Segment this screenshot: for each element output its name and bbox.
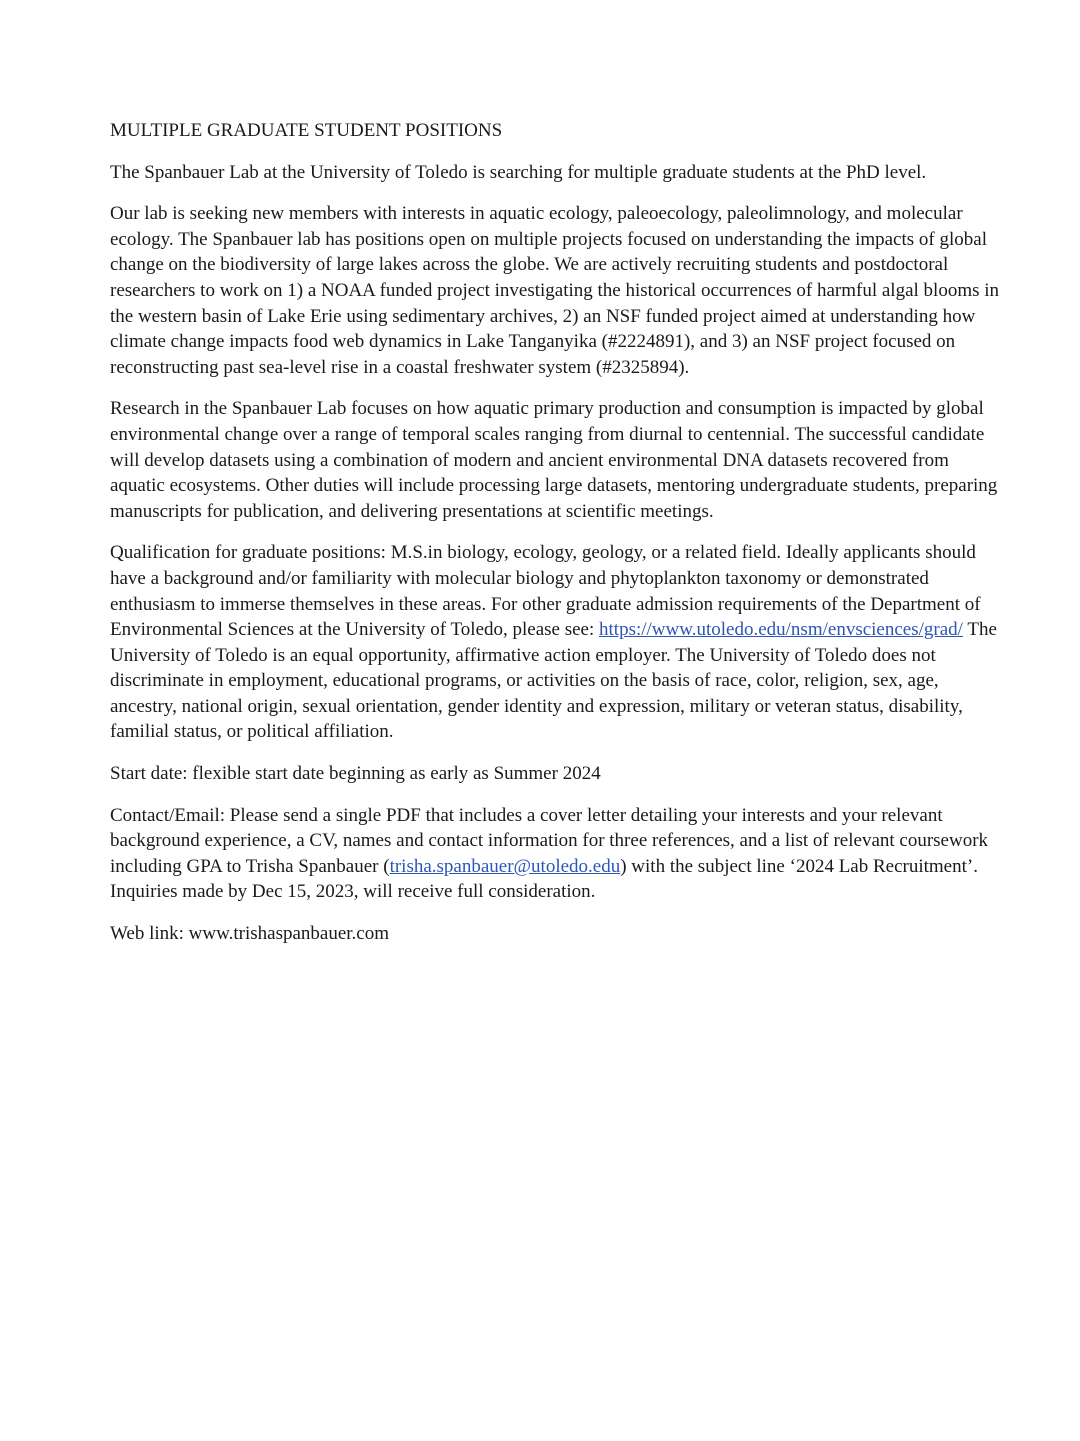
contact-paragraph: [110, 803, 1000, 905]
document-title: MULTIPLE GRADUATE STUDENT POSITIONS: [110, 120, 503, 141]
research-paragraph: Research in the Spanbauer Lab focuses on how aquatic primary production and consumption is impacted by global environmental change over a range of temporal scales ranging from diurnal to centennial. The successful candidate will develop datasets using a combination of modern and ancient environmental DNA datasets recovered from aquatic ecosystems. Other duties will include processing large datasets, mentoring undergraduate students, preparing manuscripts for publication, and delivering presentations at scientific meetings.: [110, 398, 998, 522]
start-date-paragraph: Start date: flexible start date beginning as early as Summer 2024: [110, 763, 601, 785]
qualification-text: Qualification for graduate positions: M.S.in biology, ecology, geology, or a related field. Ideally applicants should have a background and/or familiarity with molecular biology and phytoplankton taxonomy or demonstrated enthusiasm to immerse themselves in these areas. For other graduate admission requirements of the Department of Environmental Sciences at the University of Toledo, please see:: [110, 542, 981, 641]
document-page: [110, 118, 1000, 963]
equal-opportunity-text: The University of Toledo is an equal opportunity, affirmative action employer. The University of Toledo does not discriminate in employment, educational programs, or activities on the basis of race, color, religion, sex, age, ancestry, national origin, sexual orientation, gender identity and expression, military or veteran status, disability, familial status, or political affiliation.: [110, 619, 997, 743]
contact-text: Contact/Email: Please send a single PDF that includes a cover letter detailing your interests and your relevant background experience, a CV, names and contact information for three references, and a list of relevant coursework including GPA to Trisha Spanbauer (: [110, 804, 989, 877]
contact-subject-text: ) with the subject line ‘2024 Lab Recruitment’. Inquiries made by Dec 15, 2023, will receive full consideration.: [110, 855, 978, 903]
intro-paragraph: The Spanbauer Lab at the University of Toledo is searching for multiple graduate students at the PhD level.: [110, 161, 927, 183]
grad-admissions-link[interactable]: https://www.utoledo.edu/nsm/envsciences/grad/: [599, 619, 963, 641]
web-link-paragraph: Web link: www.trishaspanbauer.com: [110, 923, 390, 945]
qualification-paragraph: [110, 540, 1000, 745]
lab-description-paragraph: Our lab is seeking new members with interests in aquatic ecology, paleoecology, paleolimnology, and molecular ecology. The Spanbauer lab has positions open on multiple projects focused on understanding the impacts of global change on the biodiversity of large lakes across the globe. We are actively recruiting students and postdoctoral researchers to work on 1) a NOAA funded project investigating the historical occurrences of harmful algal blooms in the western basin of Lake Erie using sedimentary archives, 2) an NSF funded project aimed at understanding how climate change impacts food web dynamics in Lake Tanganyika (#2224891), and 3) an NSF project focused on reconstructing past sea-level rise in a coastal freshwater system (#2325894).: [110, 203, 1000, 378]
contact-email-link[interactable]: trisha.spanbauer@utoledo.edu: [389, 855, 621, 877]
